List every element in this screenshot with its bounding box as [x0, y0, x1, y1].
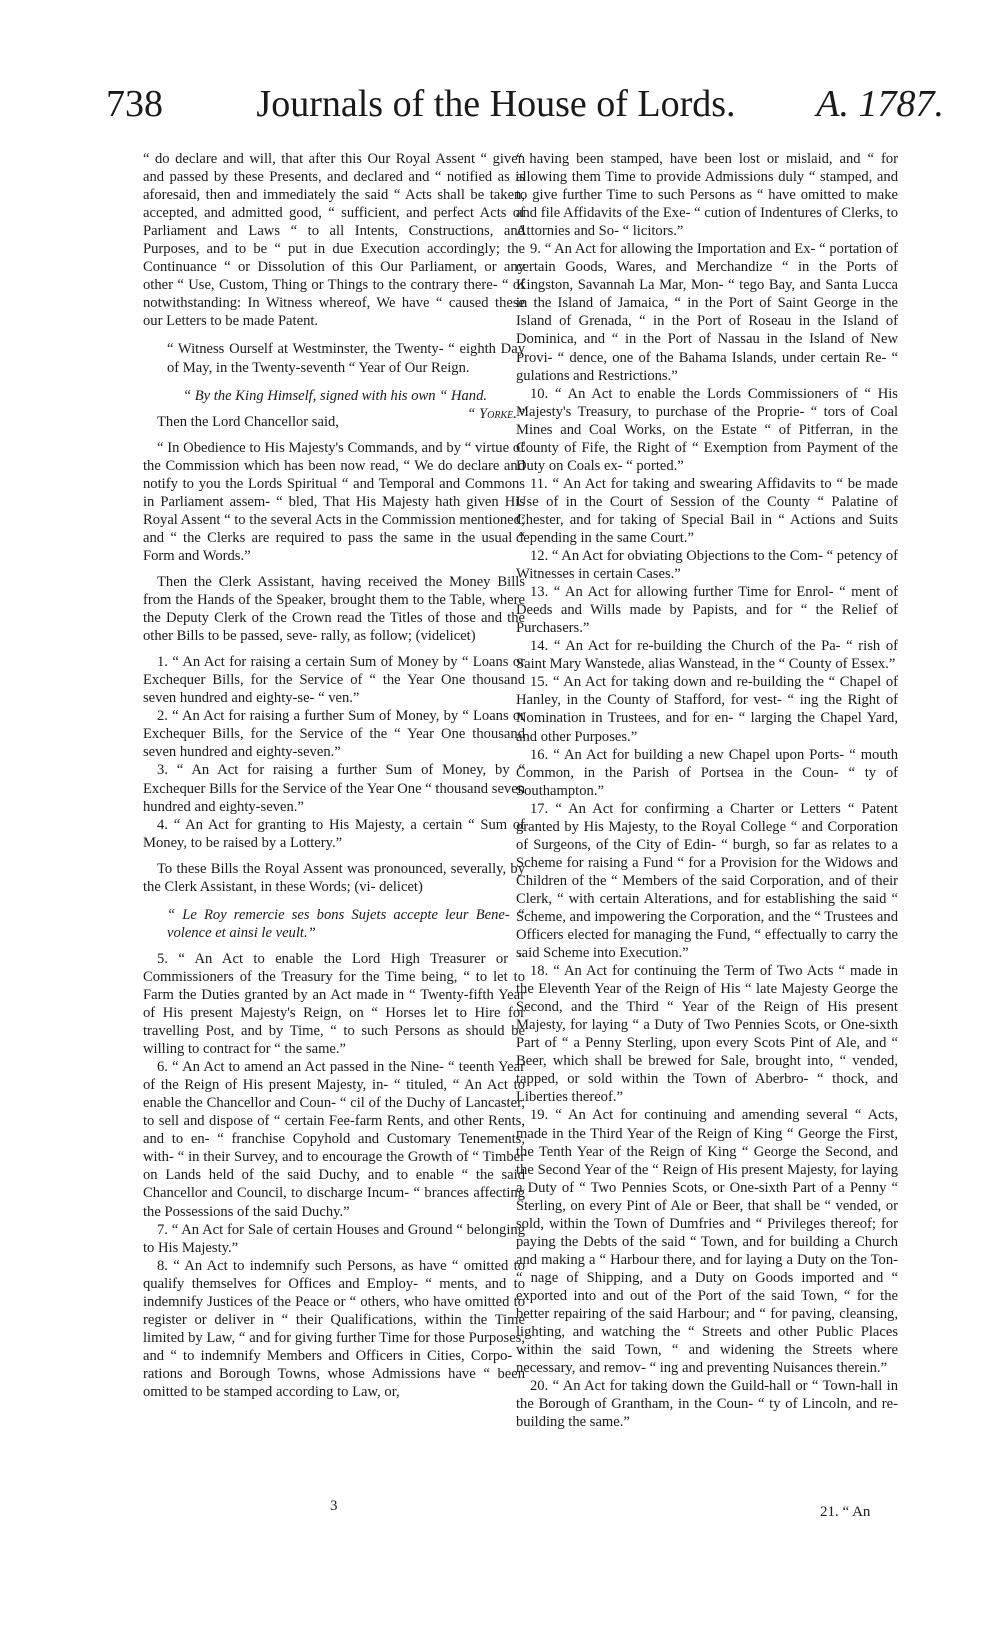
paragraph: [143, 340, 525, 376]
paragraph: [143, 1221, 525, 1257]
paragraph: [516, 583, 898, 637]
paragraph: [516, 475, 898, 547]
running-title: Journals of the House of Lords.: [256, 83, 736, 125]
paragraph-text: “ Witness Ourself at Westminster, the Twenty- “ eighth Day of May, in the Twenty-seventh “ Year of Our Reign.: [167, 341, 525, 376]
paragraph: [143, 816, 525, 852]
paragraph-text: 17. “ An Act for confirming a Charter or Letters “ Patent granted by His Majesty, to the Royal College “ and Corporation of Surgeons, of the City of Edin- “ burgh, so far as relates to a Scheme for raising a Fund “ for a Provision for the Widows and Children of the “ Members of the said Corporation, and of their Clerk, “ with certain Alterations, and for establishing the said “ Scheme, and impowering the Corporation, and the “ Trustees and Officers elected for managing the Fund, “ effectually to carry the said Scheme into Execution.”: [516, 800, 898, 962]
paragraph: [143, 1257, 525, 1401]
paragraph: [516, 150, 898, 240]
paragraph-text: 4. “ An Act for granting to His Majesty, a certain “ Sum of Money, to be raised by a Lottery.”: [143, 816, 525, 851]
paragraph: [516, 800, 898, 962]
paragraph-text: Then the Lord Chancellor said,: [157, 413, 339, 430]
paragraph-text: 19. “ An Act for continuing and amending several “ Acts, made in the Third Year of the Reign of King “ George the First, the Tenth Year of the Reign of King “ George the Second, and the Second Year of the “ Reign of His present Majesty, for laying a Duty of “ Two Pennies Scots, or One-sixth Part of a Penny “ Sterling, on every Pint of Ale or Beer, that shall be “ vended, or sold, within the Town of Dumfries and “ Privileges thereof; for paying the Debts of the said “ Town, and for building a Church and making a “ Harbour there, and for laying a Duty on the Ton- “ nage of Shipping, and a Duty on Goods imported and “ exported into and out of the Port of the said Town, “ for the better repairing of the said Harbour; and “ for paving, cleansing, lighting, and watching the “ Streets and other Public Places within the said Town, “ and widening the Streets where necessary, and remov- “ ing and preventing Nuisances therein.”: [516, 1107, 898, 1377]
paragraph-text: “ In Obedience to His Majesty's Commands, and by “ virtue of the Commission which has been now read, “ We do declare and notify to you the Lords Spiritual “ and Temporal and Commons in Parliament assem- “ bled, That His Majesty hath given His Royal Assent “ to the several Acts in the Commission mentioned; and “ the Clerks are required to pass the same in the usual “ Form and Words.”: [143, 439, 525, 564]
paragraph-text: 7. “ An Act for Sale of certain Houses and Ground “ belonging to His Majesty.”: [143, 1221, 525, 1256]
paragraph-text: 6. “ An Act to amend an Act passed in the Nine- “ teenth Year of the Reign of His present Majesty, in- “ tituled, “ An Act to enable the Chancellor and Coun- “ cil of the Duchy of Lancaster, to sell and dispose of “ certain Fee-farm Rents, and other Rents, and to en- “ franchise Copyhold and Customary Tenements, with- “ in their Survey, and to encourage the Growth of “ Timber on Lands held of the said Duchy, and to enable “ the said Chancellor and Council, to discharge Incum- “ brances affecting the Possessions of the said Duchy.”: [143, 1059, 525, 1220]
paragraph-text: 5. “ An Act to enable the Lord High Treasurer or “ Commissioners of the Treasury for the Time being, “ to let to Farm the Duties granted by an Act made in “ Twenty-fifth Year of His present Majesty's Reign, on “ Horses let to Hire for travelling Post, and by Time, “ to such Persons as should be willing to contract for “ the same.”: [143, 950, 525, 1058]
paragraph-text: 14. “ An Act for re-building the Church of the Pa- “ rish of Saint Mary Wanstede, alias Wanstead, in the “ County of Essex.”: [516, 638, 898, 673]
paragraph-text: 20. “ An Act for taking down the Guild-hall or “ Town-hall in the Borough of Grantham, in the Coun- “ ty of Lincoln, and re-building the same.”: [516, 1378, 898, 1431]
paragraph: [143, 439, 525, 565]
paragraph-text: 9. “ An Act for allowing the Importation and Ex- “ portation of certain Goods, Wares, and Merchandize “ in the Ports of Kingston, Savannah La Mar, Mon- “ tego Bay, and Santa Lucca in the Island of Jamaica, “ in the Port of Saint George in the Island of Grenada, “ in the Port of Roseau in the Island of Dominica, and “ in the Port of Nassau in the Island of New Provi- “ dence, one of the Bahama Islands, under certain Re- “ gulations and Restrictions.”: [516, 241, 898, 384]
page-header: [0, 82, 992, 142]
paragraph: [516, 746, 898, 800]
catchword: 21. “ An: [820, 1504, 871, 1520]
paragraph: [143, 150, 525, 330]
paragraph: [143, 707, 525, 761]
paragraph-text: Then the Clerk Assistant, having received the Money Bills from the Hands of the Speaker, brought them to the Table, where the Deputy Clerk of the Crown read the Titles of those and the other Bills to be passed, seve- rally, as follow; (videlicet): [143, 573, 525, 645]
paragraph-text: “ Le Roy remercie ses bons Sujets accepte leur Bene- “ volence et ainsi le veult.”: [167, 906, 525, 941]
paragraph: [143, 573, 525, 645]
paragraph-text: 16. “ An Act for building a new Chapel upon Ports- “ mouth Common, in the Parish of Portsea in the Coun- “ ty of Southampton.”: [516, 746, 898, 799]
paragraph-text: “ By the King Himself, signed with his own “ Hand.: [183, 387, 488, 404]
paragraph: [516, 385, 898, 475]
paragraph: [516, 1377, 898, 1431]
paragraph: [516, 637, 898, 673]
year-label: A. 1787.: [816, 83, 944, 125]
paragraph-text: “ having been stamped, have been lost or mislaid, and “ for allowing them Time to provide Admissions duly “ stamped, and to give further Time to such Persons as “ have omitted to make and file Affidavits of the Exe- “ cution of Indentures of Clerks, to Attornies and So- “ licitors.”: [516, 151, 898, 240]
paragraph: [516, 962, 898, 1106]
paragraph: [516, 673, 898, 745]
paragraph-text: 1. “ An Act for raising a certain Sum of Money by “ Loans or Exchequer Bills, for the Service of “ the Year One thousand seven hundred and eighty-se- “ ven.”: [143, 654, 525, 707]
paragraph: [143, 761, 525, 815]
paragraph: [143, 950, 525, 1058]
paragraph: [143, 653, 525, 707]
paragraph: [143, 906, 525, 942]
right-column: [516, 150, 898, 1431]
paragraph: [143, 1058, 525, 1220]
paragraph-text: 11. “ An Act for taking and swearing Affidavits to “ be made Use of in the Court of Session of the County “ Palatine of Chester, and for taking of Special Bail in “ Actions and Suits depending in the same Court.”: [516, 475, 898, 546]
paragraph: [516, 240, 898, 384]
paragraph-text: 18. “ An Act for continuing the Term of Two Acts “ made in the Eleventh Year of the Reign of His “ late Majesty George the Second, and the Third “ Year of the Reign of His present Majesty, for laying “ a Duty of Two Pennies Scots, or One-sixth Part of “ a Penny Sterling, upon every Scots Pint of Ale, and “ Beer, which shall be brewed for Sale, brought into, “ vended, tapped, or sold within the Town of Aberbro- “ thock, and Liberties thereof.”: [516, 963, 898, 1106]
paragraph-text: 12. “ An Act for obviating Objections to the Com- “ petency of Witnesses in certain Cases.”: [516, 548, 898, 583]
paragraph-text: “ do declare and will, that after this Our Royal Assent “ given and passed by these Presents, and declared and “ notified as is aforesaid, then and immediately the said “ Acts shall be taken, accepted, and admitted good, “ sufficient, and perfect Acts of Parliament and Laws “ to all Intents, Constructions, and Purposes, and to be “ put in due Execution accordingly; the Continuance “ or Dissolution of this Our Parliament, or any other “ Use, Custom, Thing or Things to the contrary there- “ of notwithstanding: In Witness whereof, We have “ caused these our Letters to be made Patent.: [143, 151, 525, 330]
paragraph: [516, 1106, 898, 1377]
paragraph-text: 8. “ An Act to indemnify such Persons, as have “ omitted to qualify themselves for Offices and Employ- “ ments, and to indemnify Justices of the Peace or “ others, who have omitted to register or deliver in “ their Qualifications, within the Time limited by Law, “ and for giving further Time for those Purposes, and “ to indemnify Members and Officers in Cities, Corpo- “ rations and Borough Towns, whose Admissions have “ been omitted to be stamped according to Law, or,: [143, 1257, 525, 1400]
left-column: [143, 150, 525, 1401]
paragraph-text: 10. “ An Act to enable the Lords Commissioners of “ His Majesty's Treasury, to purchase of the Proprie- “ tors of Coal Mines and Coal Works, on the Estate “ of Pitferran, in the County of Fife, the Right of “ Exemption from Payment of the Duty on Coals ex- “ ported.”: [516, 385, 898, 474]
paragraph: [516, 547, 898, 583]
signatory-name: “ Yorke.”: [467, 405, 525, 422]
paragraph-text: 3. “ An Act for raising a further Sum of Money, by “ Exchequer Bills for the Service of the Year One “ thousand seven hundred and eighty-seven.”: [143, 762, 525, 815]
page-number: 738: [106, 83, 163, 125]
paragraph-text: 2. “ An Act for raising a further Sum of Money, by “ Loans or Exchequer Bills, for the Service of the “ Year One thousand seven hundred and eighty-seven.”: [143, 708, 525, 761]
signature-mark: 3: [330, 1498, 338, 1514]
paragraph-text: 13. “ An Act for allowing further Time for Enrol- “ ment of Deeds and Wills made by Papists, and for “ the Relief of Purchasers.”: [516, 584, 898, 637]
paragraph: [143, 860, 525, 896]
paragraph-text: To these Bills the Royal Assent was pronounced, severally, by the Clerk Assistant, in these Words; (vi- delicet): [143, 860, 525, 895]
paragraph-text: 15. “ An Act for taking down and re-building the “ Chapel of Hanley, in the County of Stafford, for vest- “ ing the Right of Nomination in Trustees, and for en- “ larging the Chapel Yard, and other Purposes.”: [516, 674, 898, 745]
